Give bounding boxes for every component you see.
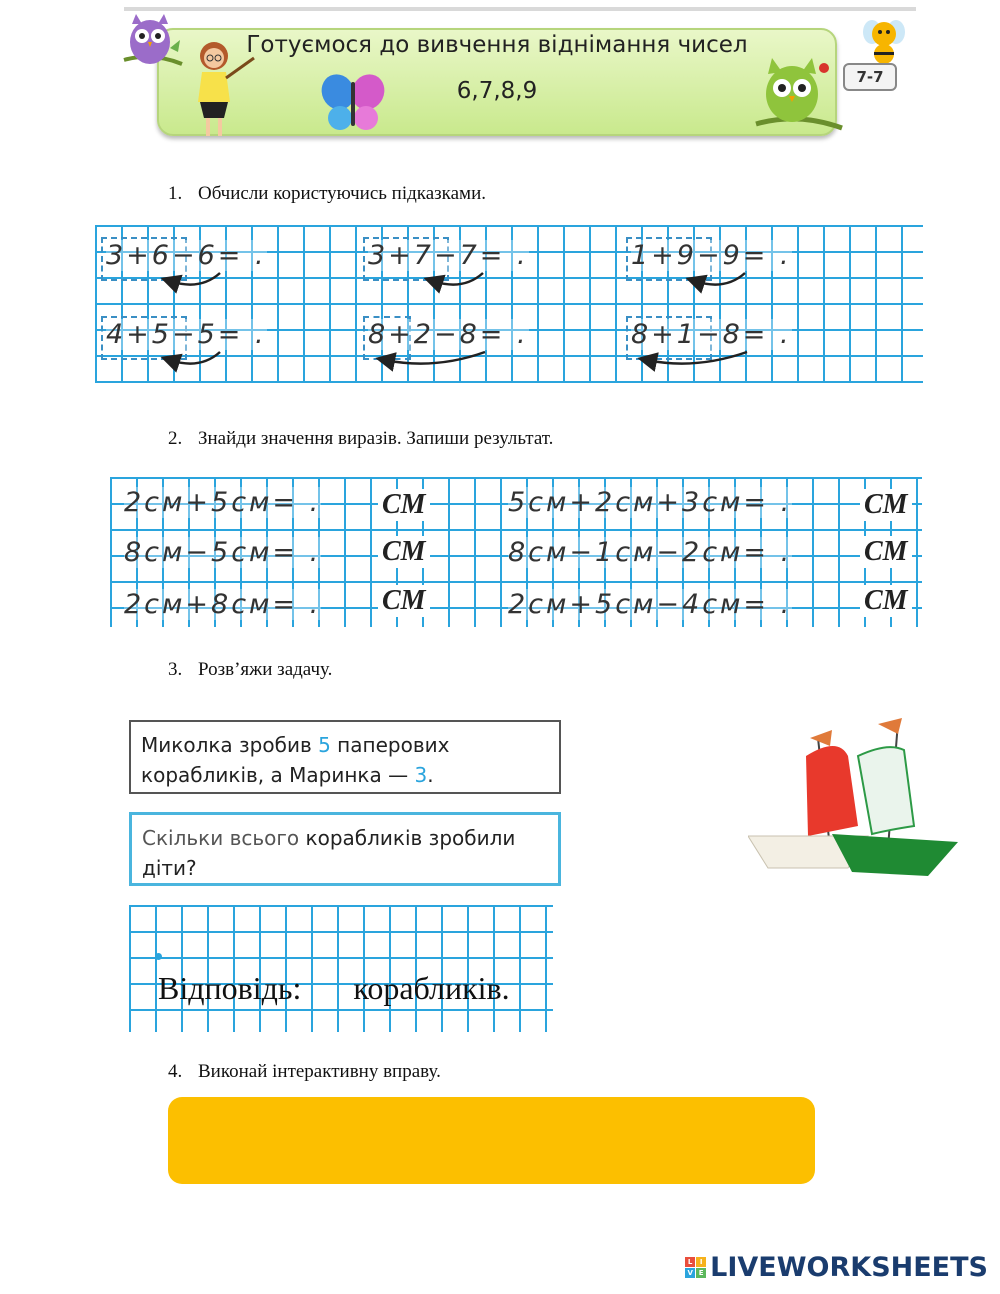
teacher-icon: [188, 36, 258, 140]
hint-arrow: [170, 273, 220, 285]
problem-number: 5: [318, 733, 331, 757]
task-number: 3.: [168, 659, 183, 680]
question-text: корабликів зробили діти?: [142, 826, 516, 880]
task-text: Знайди значення виразів. Запиши результат.: [198, 428, 554, 449]
task-number: 1.: [168, 183, 183, 204]
task-4-heading: [168, 1061, 441, 1083]
unit-label: СМ: [860, 489, 912, 521]
task-text: Розв’яжи задачу.: [198, 659, 333, 680]
task-number: 4.: [168, 1061, 183, 1082]
butterfly-icon: [320, 70, 386, 136]
problem-text: .: [427, 763, 434, 787]
task-number: 2.: [168, 428, 183, 449]
lesson-badge: 7-7: [843, 63, 897, 91]
problem-text: паперових: [330, 733, 450, 757]
unit-label: СМ: [860, 536, 912, 568]
bee-icon: [858, 14, 910, 66]
liveworksheets-logo: [685, 1252, 988, 1283]
task-2-heading: [168, 428, 553, 450]
unit-label: СМ: [378, 585, 430, 617]
question-text: Скільки всього: [142, 826, 306, 850]
exercise-1-expression: 1+9−9= .: [631, 240, 792, 271]
page-subtitle: 6,7,8,9: [456, 78, 538, 104]
problem-text: корабликів, а Маринка —: [141, 763, 415, 787]
task-3-heading: [168, 659, 332, 681]
unit-label: СМ: [378, 489, 430, 521]
exercise-2-expression: 2см+5см= .: [124, 487, 322, 518]
page-title: Готуємося до вивчення віднімання чисел: [246, 32, 748, 58]
hint-arrow: [647, 352, 747, 364]
hint-arrow: [385, 352, 485, 364]
brand-name: LIVEWORKSHEETS: [710, 1252, 988, 1283]
paper-boats-icon: [748, 716, 960, 880]
exercise-2-expression: 8см−1см−2см= .: [508, 537, 793, 568]
task-1-heading: [168, 183, 486, 205]
title-banner: [157, 28, 837, 136]
hint-arrow: [433, 273, 483, 285]
problem-number: 3: [414, 763, 428, 787]
exercise-1-expression: 3+6−6= .: [106, 240, 267, 271]
exercise-2-expression: 8см−5см= .: [124, 537, 322, 568]
exercise-1-expression: 8+1−8= .: [631, 319, 792, 350]
top-divider: [124, 7, 916, 11]
unit-label: СМ: [378, 536, 430, 568]
green-owl-icon: [752, 50, 844, 136]
answer-line: [158, 970, 510, 1007]
hint-arrow: [170, 352, 220, 364]
owl-icon: [122, 12, 184, 70]
answer-unit: корабликів.: [353, 970, 510, 1006]
task-text: Обчисли користуючись підказками.: [198, 183, 486, 204]
hint-arrow: [695, 273, 745, 285]
problem-question: [129, 812, 561, 886]
exercise-1-expression: 4+5−5= .: [106, 319, 267, 350]
unit-label: СМ: [860, 585, 912, 617]
exercise-2-expression: 2см+8см= .: [124, 589, 322, 620]
exercise-1-expression: 3+7−7= .: [368, 240, 529, 271]
exercise-2-expression: 2см+5см−4см= .: [508, 589, 793, 620]
logo-mark-icon: L I V E: [685, 1257, 706, 1278]
answer-label: Відповідь:: [158, 970, 302, 1006]
task-text: Виконай інтерактивну вправу.: [198, 1061, 441, 1082]
solution-grid: [129, 905, 553, 1032]
interactive-exercise-panel[interactable]: [168, 1097, 815, 1184]
problem-condition: [129, 720, 561, 794]
problem-text: Миколка зробив: [141, 733, 319, 757]
exercise-1-expression: 8+2−8= .: [368, 319, 529, 350]
exercise-1-arrows: [95, 225, 923, 383]
grid-dot: [155, 953, 162, 960]
exercise-2-expression: 5см+2см+3см= .: [508, 487, 793, 518]
